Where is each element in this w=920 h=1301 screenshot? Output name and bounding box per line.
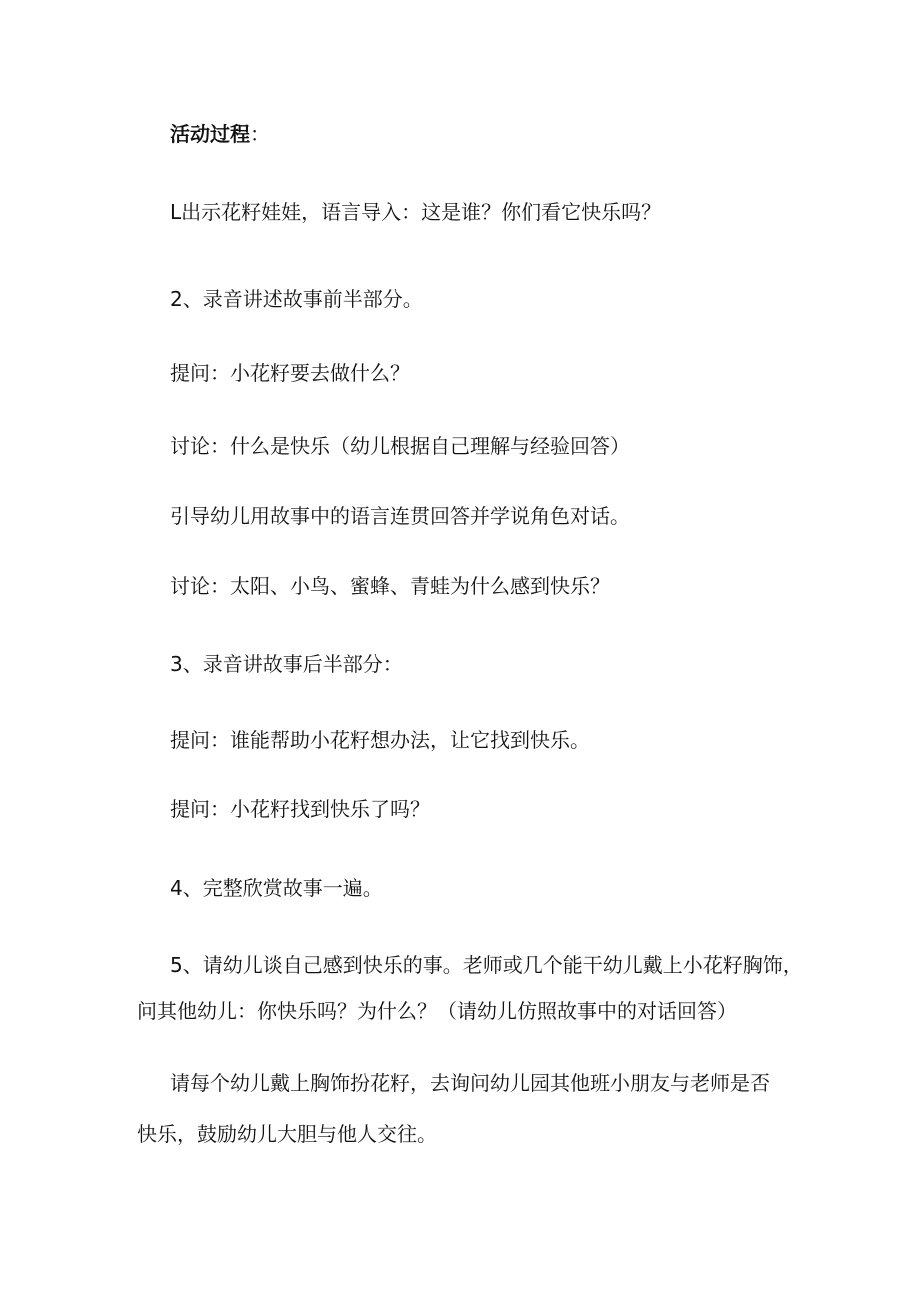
step-1-intro: L出示花籽娃娃，语言导入：这是谁？你们看它快乐吗？ [170, 200, 662, 224]
step-3-recording: 3、录音讲故事后半部分： [170, 652, 403, 676]
discussion-what-is-happiness: 讨论：什么是快乐（幼儿根据自己理解与经验回答） [170, 434, 630, 458]
step-2-recording: 2、录音讲述故事前半部分。 [170, 287, 423, 311]
section-heading-title: 活动过程 [170, 122, 250, 146]
step-5-line-2: 问其他幼儿：你快乐吗？为什么？（请幼儿仿照故事中的对话回答） [137, 999, 737, 1023]
question-help-find-happiness: 提问：谁能帮助小花籽想办法，让它找到快乐。 [170, 728, 590, 752]
step-5-line-1: 5、请幼儿谈自己感到快乐的事。老师或几个能干幼儿戴上小花籽胸饰， [170, 953, 803, 977]
question-found-happiness: 提问：小花籽找到快乐了吗？ [170, 797, 430, 821]
section-heading [170, 120, 270, 148]
discussion-why-happy: 讨论：太阳、小鸟、蜜蜂、青蛙为什么感到快乐？ [170, 574, 610, 598]
section-heading-colon: ： [250, 122, 270, 146]
guide-dialogue: 引导幼儿用故事中的语言连贯回答并学说角色对话。 [170, 504, 630, 528]
question-what-to-do: 提问：小花籽要去做什么？ [170, 361, 410, 385]
paragraph-6-line-2: 快乐，鼓励幼儿大胆与他人交往。 [137, 1122, 437, 1146]
paragraph-6-line-1: 请每个幼儿戴上胸饰扮花籽，去询问幼儿园其他班小朋友与老师是否 [170, 1071, 770, 1095]
step-4-appreciate: 4、完整欣赏故事一遍。 [170, 876, 383, 900]
